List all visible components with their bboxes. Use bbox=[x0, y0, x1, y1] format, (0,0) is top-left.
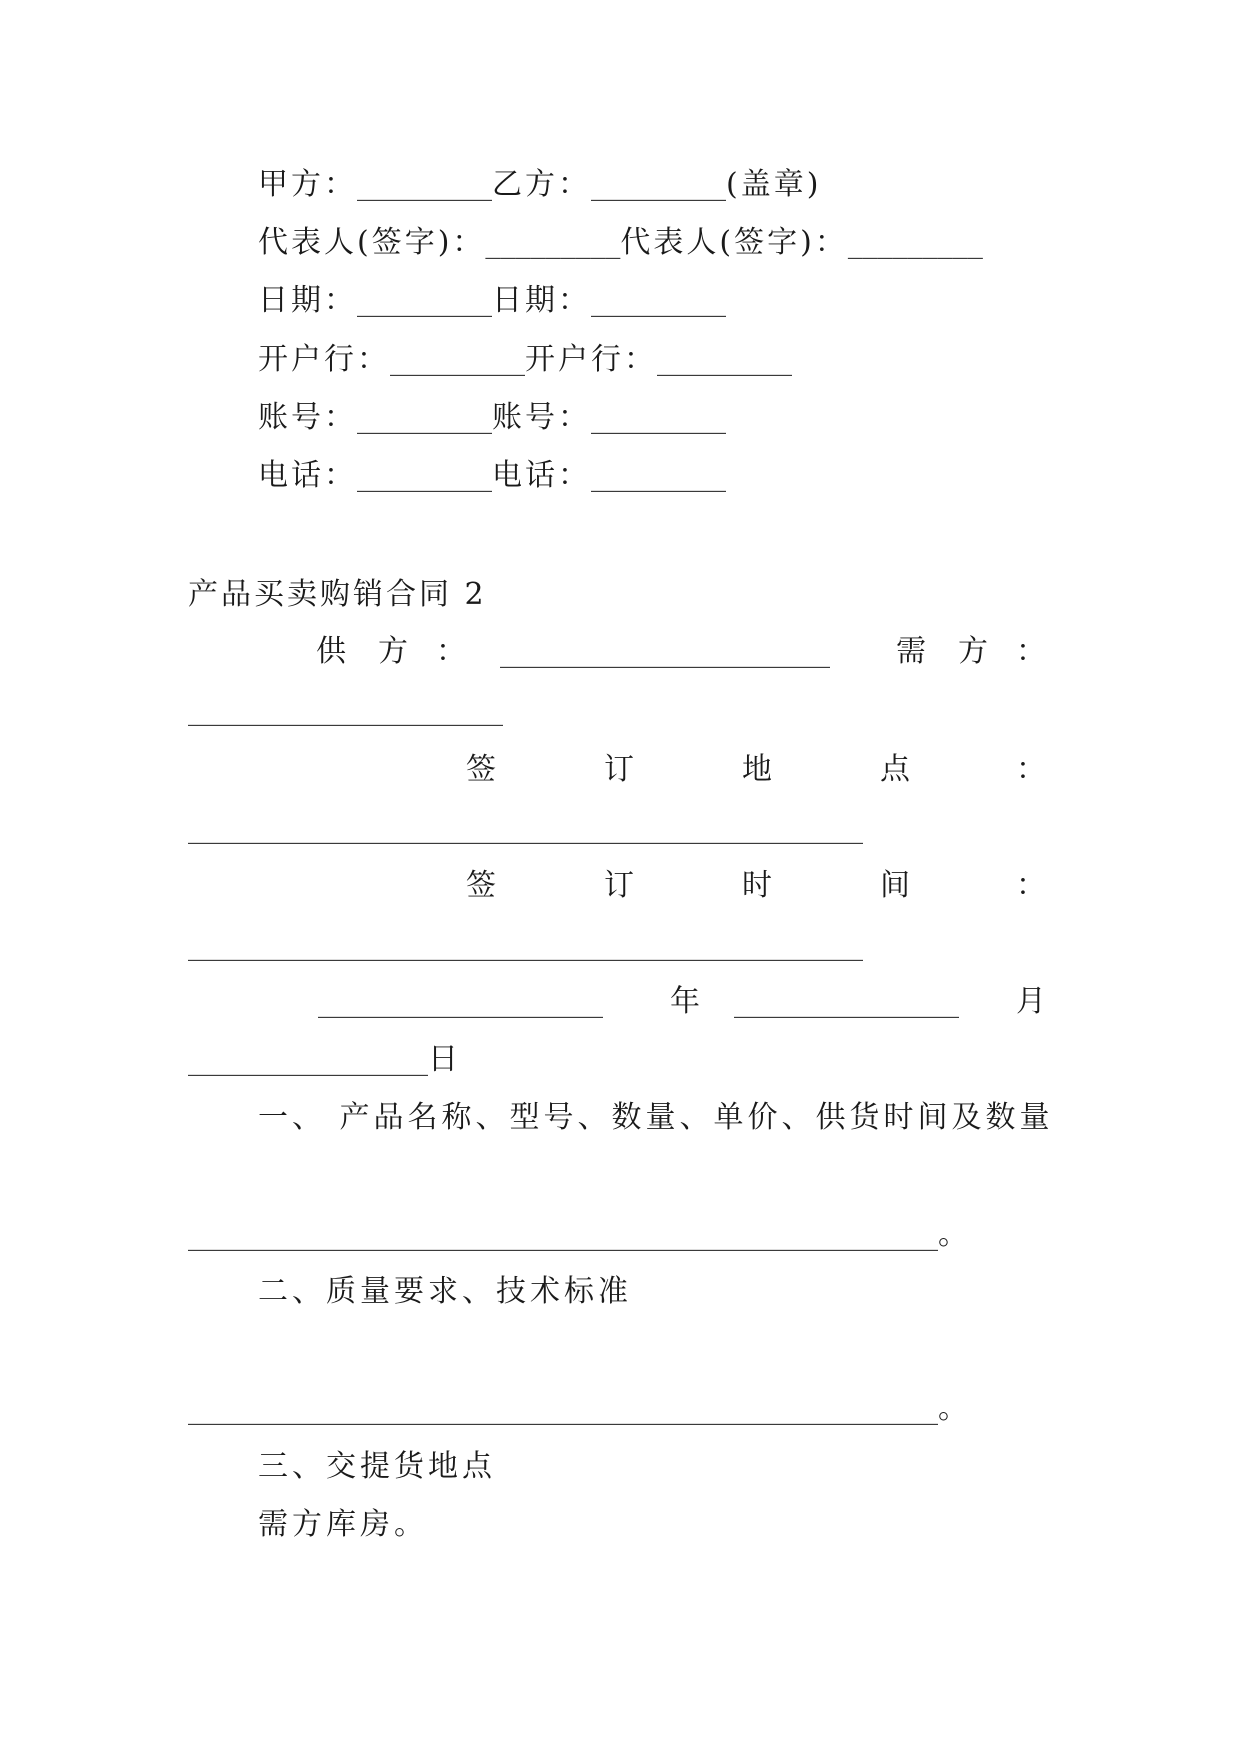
date-row bbox=[258, 281, 726, 321]
contract-title: 产品买卖购销合同 2 bbox=[188, 577, 487, 612]
sign-time-blank[interactable]: _____________________________________________ bbox=[188, 927, 863, 962]
supplier-colon: ： bbox=[436, 634, 466, 669]
section-2-fill-row bbox=[188, 1389, 971, 1429]
section-3-text: 需方库房。 bbox=[258, 1507, 428, 1542]
rep-b-label: 代表人(签字)： bbox=[620, 225, 848, 260]
date-a-blank[interactable]: _________ bbox=[357, 283, 492, 318]
party-a-label: 甲方： bbox=[258, 167, 357, 202]
party-a-blank[interactable]: _________ bbox=[357, 167, 492, 202]
seal-label: (盖章) bbox=[726, 167, 822, 202]
sign-time-char-3: 时 bbox=[742, 868, 772, 903]
sign-place-char-3: 地 bbox=[742, 752, 772, 787]
sign-time-char-2: 订 bbox=[604, 868, 634, 903]
account-b-label: 账号： bbox=[492, 400, 591, 435]
sign-place-colon: ： bbox=[1016, 752, 1046, 787]
section-1-fill-row bbox=[188, 1215, 971, 1255]
account-a-label: 账号： bbox=[258, 400, 357, 435]
bank-a-blank[interactable]: _________ bbox=[390, 342, 525, 377]
phone-b-blank[interactable]: _________ bbox=[591, 458, 726, 493]
rep-a-blank[interactable]: _________ bbox=[485, 225, 621, 260]
section-1-period: 。 bbox=[938, 1217, 971, 1252]
rep-b-blank[interactable]: _________ bbox=[847, 225, 983, 260]
date-b-label: 日期： bbox=[492, 283, 591, 318]
year-blank[interactable]: ___________________ bbox=[318, 984, 603, 1019]
day-row bbox=[188, 1040, 461, 1080]
rep-a-label: 代表人(签字)： bbox=[258, 225, 486, 260]
section-2-heading: 二、质量要求、技术标准 bbox=[258, 1274, 632, 1309]
supplier-char-2: 方 bbox=[378, 634, 408, 669]
section-1-heading: 一、 产品名称、型号、数量、单价、供货时间及数量 bbox=[258, 1100, 1054, 1135]
section-1-blank[interactable]: __________________________________________________ bbox=[188, 1217, 938, 1252]
supplier-char-1: 供 bbox=[316, 634, 346, 669]
bank-b-label: 开户行： bbox=[525, 342, 657, 377]
sign-place-char-4: 点 bbox=[880, 752, 910, 787]
date-b-blank[interactable]: _________ bbox=[591, 283, 726, 318]
buyer-colon: ： bbox=[1016, 634, 1046, 669]
bank-row bbox=[258, 340, 792, 380]
party-b-blank[interactable]: _________ bbox=[591, 167, 726, 202]
sign-time-colon: ： bbox=[1016, 868, 1046, 903]
phone-b-label: 电话： bbox=[492, 458, 591, 493]
sign-place-blank[interactable]: _____________________________________________ bbox=[188, 810, 863, 845]
account-row bbox=[258, 398, 726, 438]
section-2-blank[interactable]: __________________________________________________ bbox=[188, 1391, 938, 1426]
buyer-char-1: 需 bbox=[896, 634, 926, 669]
year-label: 年 bbox=[670, 984, 700, 1019]
party-b-label: 乙方： bbox=[492, 167, 591, 202]
section-2-period: 。 bbox=[938, 1391, 971, 1426]
party-row bbox=[258, 165, 821, 205]
bank-b-blank[interactable]: _________ bbox=[657, 342, 792, 377]
day-label: 日 bbox=[428, 1042, 461, 1077]
representative-row bbox=[258, 223, 983, 263]
sign-place-char-2: 订 bbox=[604, 752, 634, 787]
phone-a-label: 电话： bbox=[258, 458, 357, 493]
phone-row bbox=[258, 456, 726, 496]
account-a-blank[interactable]: _________ bbox=[357, 400, 492, 435]
buyer-char-2: 方 bbox=[958, 634, 988, 669]
account-b-blank[interactable]: _________ bbox=[591, 400, 726, 435]
buyer-blank[interactable]: _____________________ bbox=[188, 692, 503, 727]
month-blank[interactable]: _______________ bbox=[734, 984, 959, 1019]
phone-a-blank[interactable]: _________ bbox=[357, 458, 492, 493]
section-3-heading: 三、交提货地点 bbox=[258, 1449, 496, 1484]
day-blank[interactable]: ________________ bbox=[188, 1042, 428, 1077]
sign-time-char-4: 间 bbox=[880, 868, 910, 903]
sign-place-char-1: 签 bbox=[466, 752, 496, 787]
date-a-label: 日期： bbox=[258, 283, 357, 318]
sign-time-char-1: 签 bbox=[466, 868, 496, 903]
month-label: 月 bbox=[1016, 984, 1046, 1019]
supplier-blank[interactable]: ______________________ bbox=[500, 634, 830, 669]
bank-a-label: 开户行： bbox=[258, 342, 390, 377]
